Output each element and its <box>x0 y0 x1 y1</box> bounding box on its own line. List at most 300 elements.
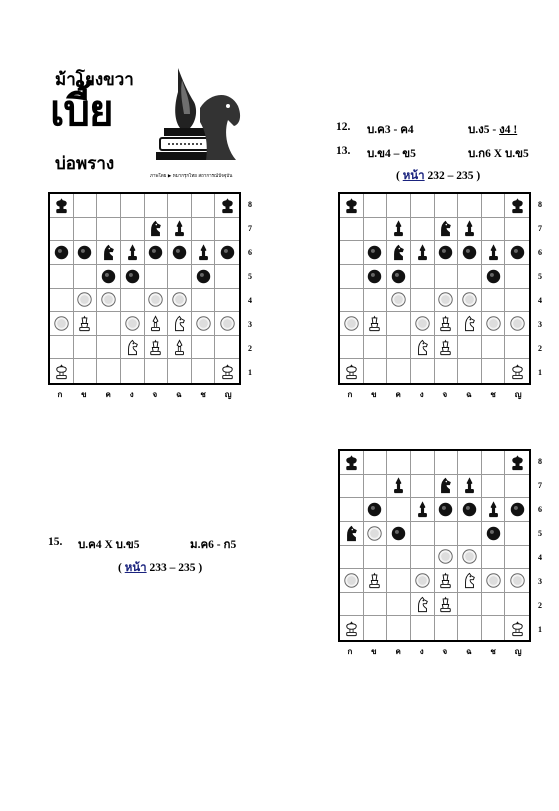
black-khun-king-icon <box>342 453 361 472</box>
board-square <box>168 359 192 383</box>
black-ma-knight-icon <box>146 219 165 238</box>
black-bia-pawn-icon <box>365 243 384 262</box>
white-bia-pawn-icon <box>413 571 432 590</box>
board-square <box>411 498 435 522</box>
board-square <box>387 475 411 499</box>
move-12-black-underlined: ง4 ! <box>499 124 518 136</box>
board-square <box>458 218 482 242</box>
board-square <box>168 312 192 336</box>
board-square <box>215 359 239 383</box>
white-bia-pawn-icon <box>99 290 118 309</box>
board-square <box>387 593 411 617</box>
board-square <box>192 336 216 360</box>
board-square <box>340 336 364 360</box>
board-square <box>435 241 459 265</box>
white-bia-pawn-icon <box>123 314 142 333</box>
board-square <box>215 218 239 242</box>
file-label: ก <box>347 647 353 656</box>
board-square <box>435 498 459 522</box>
rank-label: 4 <box>248 296 252 306</box>
board-square <box>387 451 411 475</box>
rank-label: 2 <box>248 344 252 354</box>
board-square <box>411 546 435 570</box>
board-square <box>50 336 74 360</box>
board-square <box>435 336 459 360</box>
board-square <box>340 498 364 522</box>
board-square <box>340 616 364 640</box>
black-khun-king-icon <box>508 196 527 215</box>
board-square <box>121 218 145 242</box>
board-square <box>482 569 506 593</box>
black-khun-king-icon <box>52 196 71 215</box>
board-square <box>458 522 482 546</box>
board-square <box>364 312 388 336</box>
white-ma-knight-icon <box>413 595 432 614</box>
white-khon-bishop-icon <box>436 338 455 357</box>
board-square <box>168 218 192 242</box>
rank-label: 3 <box>248 320 252 330</box>
board-square <box>340 522 364 546</box>
file-label: จ <box>152 390 158 399</box>
white-khon-bishop-icon <box>75 314 94 333</box>
board-square <box>74 336 98 360</box>
board-square <box>482 593 506 617</box>
board-square <box>458 265 482 289</box>
board-square <box>387 194 411 218</box>
rank-label: 3 <box>538 577 542 587</box>
white-bia-pawn-icon <box>389 290 408 309</box>
board-square <box>411 522 435 546</box>
white-ma-knight-icon <box>123 338 142 357</box>
board-square <box>192 194 216 218</box>
board-square <box>435 475 459 499</box>
move-13-white: บ.ข4 – ข5 <box>367 148 416 160</box>
black-bia-pawn-icon <box>146 243 165 262</box>
board-square <box>97 218 121 242</box>
board-square <box>364 241 388 265</box>
board-square <box>458 289 482 313</box>
file-label: ช <box>490 647 496 656</box>
board-square <box>411 194 435 218</box>
black-bia-pawn-icon <box>460 243 479 262</box>
white-khun-king-icon <box>508 619 527 638</box>
file-label: ฉ <box>466 647 472 656</box>
board-square <box>215 265 239 289</box>
board-square <box>482 359 506 383</box>
white-ma-knight-icon <box>413 338 432 357</box>
black-bia-pawn-icon <box>436 243 455 262</box>
black-bia-pawn-icon <box>365 267 384 286</box>
board-square <box>505 289 529 313</box>
board-square <box>50 218 74 242</box>
board-square <box>215 312 239 336</box>
file-label: ญ <box>224 390 232 399</box>
white-khon-bishop-icon <box>436 571 455 590</box>
file-label: ค <box>395 390 401 399</box>
board-square <box>97 289 121 313</box>
rank-label: 6 <box>538 504 542 514</box>
white-khun-king-icon <box>342 362 361 381</box>
black-bia-pawn-icon <box>484 267 503 286</box>
board-square <box>121 359 145 383</box>
board-square <box>458 359 482 383</box>
rank-labels-3 <box>534 449 546 642</box>
black-ma-knight-icon <box>389 243 408 262</box>
board-square <box>364 265 388 289</box>
black-met-queen-icon <box>460 476 479 495</box>
board-square <box>458 498 482 522</box>
board-square <box>505 593 529 617</box>
board-square <box>340 194 364 218</box>
board-square <box>458 593 482 617</box>
board-square <box>192 241 216 265</box>
board-square <box>482 616 506 640</box>
board-square <box>74 218 98 242</box>
board-square <box>364 546 388 570</box>
board-square <box>340 569 364 593</box>
board-square <box>458 241 482 265</box>
white-met-queen-icon <box>170 338 189 357</box>
board-square <box>411 289 435 313</box>
board-square <box>505 265 529 289</box>
rank-label: 8 <box>248 199 252 209</box>
board-square <box>215 336 239 360</box>
black-khun-king-icon <box>218 196 237 215</box>
file-label: ข <box>371 390 377 399</box>
board-square <box>505 312 529 336</box>
board-square <box>340 359 364 383</box>
white-khon-bishop-icon <box>146 338 165 357</box>
white-bia-pawn-icon <box>218 314 237 333</box>
board-square <box>97 265 121 289</box>
board-square <box>387 265 411 289</box>
white-bia-pawn-icon <box>436 290 455 309</box>
board-square <box>505 522 529 546</box>
chess-board-2 <box>338 192 531 385</box>
board-square <box>74 289 98 313</box>
board-square <box>387 312 411 336</box>
board-square <box>192 265 216 289</box>
board-square <box>74 241 98 265</box>
rank-label: 5 <box>248 271 252 281</box>
rank-label: 2 <box>538 601 542 611</box>
board-square <box>387 218 411 242</box>
black-met-queen-icon <box>123 243 142 262</box>
board-square <box>364 194 388 218</box>
board-square <box>340 546 364 570</box>
black-bia-pawn-icon <box>484 524 503 543</box>
board-square <box>435 546 459 570</box>
white-bia-pawn-icon <box>484 314 503 333</box>
board-square <box>505 616 529 640</box>
board-square <box>192 218 216 242</box>
page-word-link[interactable]: หน้า <box>124 562 147 574</box>
board-square <box>50 265 74 289</box>
board-square <box>364 451 388 475</box>
chess-board-3 <box>338 449 531 642</box>
book-logo <box>50 62 242 190</box>
board-square <box>50 359 74 383</box>
board-square <box>168 241 192 265</box>
file-label: ง <box>419 390 424 399</box>
black-bia-pawn-icon <box>389 267 408 286</box>
board-square <box>387 522 411 546</box>
rank-label: 1 <box>538 625 542 635</box>
board-square <box>387 289 411 313</box>
board-square <box>340 289 364 313</box>
white-bia-pawn-icon <box>170 290 189 309</box>
black-bia-pawn-icon <box>460 500 479 519</box>
file-label: ข <box>81 390 87 399</box>
black-ma-knight-icon <box>342 524 361 543</box>
board-square <box>411 475 435 499</box>
board-square <box>364 522 388 546</box>
board-square <box>411 593 435 617</box>
board-square <box>215 289 239 313</box>
board-square <box>435 451 459 475</box>
board-square <box>340 241 364 265</box>
board-square <box>387 241 411 265</box>
board-square <box>435 569 459 593</box>
board-square <box>387 616 411 640</box>
board-square <box>168 336 192 360</box>
file-label: ฉ <box>176 390 182 399</box>
board-square <box>482 546 506 570</box>
white-bia-pawn-icon <box>484 571 503 590</box>
board-square <box>50 241 74 265</box>
rank-label: 7 <box>538 223 542 233</box>
board-square <box>145 241 169 265</box>
rank-label: 5 <box>538 271 542 281</box>
logo-title-line3: บ่อพราง <box>55 154 115 174</box>
board-square <box>168 265 192 289</box>
board-square <box>505 241 529 265</box>
board-square <box>435 218 459 242</box>
board-square <box>145 194 169 218</box>
board-square <box>482 194 506 218</box>
board-square <box>50 289 74 313</box>
white-khon-bishop-icon <box>436 314 455 333</box>
board-square <box>340 312 364 336</box>
move-12-white: บ.ค3 - ค4 <box>367 124 414 136</box>
board-square <box>121 336 145 360</box>
board-square <box>411 336 435 360</box>
rank-label: 4 <box>538 553 542 563</box>
logo-credit: ภาพโดย ▶ หมากรุกไทย สถาการณ์ปัจจุบัน <box>150 174 233 179</box>
board-square <box>482 498 506 522</box>
board-square <box>340 265 364 289</box>
white-bia-pawn-icon <box>342 314 361 333</box>
board-square <box>364 336 388 360</box>
white-bia-pawn-icon <box>75 290 94 309</box>
board-square <box>145 359 169 383</box>
board-square <box>435 359 459 383</box>
board-square <box>364 475 388 499</box>
board-square <box>435 265 459 289</box>
black-met-queen-icon <box>194 243 213 262</box>
rank-labels-1 <box>244 192 256 385</box>
board-square <box>505 336 529 360</box>
black-met-queen-icon <box>460 219 479 238</box>
black-bia-pawn-icon <box>170 243 189 262</box>
board-square <box>97 336 121 360</box>
logo-title-line2: เบี้ย <box>50 86 113 135</box>
board-square <box>482 336 506 360</box>
black-met-queen-icon <box>413 243 432 262</box>
board-square <box>482 475 506 499</box>
rank-label: 7 <box>538 480 542 490</box>
board-square <box>411 451 435 475</box>
board-square <box>50 194 74 218</box>
black-khun-king-icon <box>508 453 527 472</box>
file-label: ข <box>371 647 377 656</box>
white-bia-pawn-icon <box>436 547 455 566</box>
board-square <box>411 312 435 336</box>
move-15-number: 15. <box>48 536 63 548</box>
white-bia-pawn-icon <box>413 314 432 333</box>
black-bia-pawn-icon <box>99 267 118 286</box>
board-square <box>411 265 435 289</box>
board-square <box>482 522 506 546</box>
file-label: ญ <box>514 647 522 656</box>
board-square <box>340 475 364 499</box>
file-label: ค <box>105 390 111 399</box>
board-square <box>435 593 459 617</box>
black-ma-knight-icon <box>436 476 455 495</box>
white-bia-pawn-icon <box>365 524 384 543</box>
board-square <box>215 241 239 265</box>
board-square <box>145 312 169 336</box>
black-bia-pawn-icon <box>436 500 455 519</box>
horse-and-crown-logo-icon <box>150 62 245 172</box>
black-met-queen-icon <box>389 476 408 495</box>
white-khon-bishop-icon <box>365 571 384 590</box>
board-square <box>97 194 121 218</box>
board-square <box>145 336 169 360</box>
board-square <box>121 241 145 265</box>
black-bia-pawn-icon <box>508 243 527 262</box>
white-khun-king-icon <box>342 619 361 638</box>
white-bia-pawn-icon <box>146 290 165 309</box>
rank-label: 1 <box>248 368 252 378</box>
file-label: จ <box>442 390 448 399</box>
rank-label: 5 <box>538 528 542 538</box>
white-ma-knight-icon <box>170 314 189 333</box>
board-square <box>364 359 388 383</box>
rank-label: 7 <box>248 223 252 233</box>
white-bia-pawn-icon <box>52 314 71 333</box>
board-square <box>458 475 482 499</box>
board-square <box>387 546 411 570</box>
board-square <box>505 498 529 522</box>
move-13-number: 13. <box>336 145 351 157</box>
board-square <box>458 336 482 360</box>
move-15-white: บ.ค4 X บ.ข5 <box>78 539 140 551</box>
board-square <box>145 218 169 242</box>
board-square <box>74 312 98 336</box>
file-label: ญ <box>514 390 522 399</box>
board-square <box>411 218 435 242</box>
board-square <box>458 616 482 640</box>
black-met-queen-icon <box>170 219 189 238</box>
board-square <box>482 289 506 313</box>
board-square <box>121 289 145 313</box>
white-bia-pawn-icon <box>508 571 527 590</box>
file-labels-2 <box>338 388 531 400</box>
board-square <box>411 359 435 383</box>
board-square <box>215 194 239 218</box>
board-square <box>192 289 216 313</box>
file-label: ฉ <box>466 390 472 399</box>
board-square <box>505 218 529 242</box>
board-square <box>435 194 459 218</box>
black-bia-pawn-icon <box>75 243 94 262</box>
board-square <box>458 194 482 218</box>
board-square <box>74 265 98 289</box>
white-khun-king-icon <box>52 362 71 381</box>
board-square <box>168 194 192 218</box>
rank-label: 1 <box>538 368 542 378</box>
black-bia-pawn-icon <box>123 267 142 286</box>
black-ma-knight-icon <box>436 219 455 238</box>
black-bia-pawn-icon <box>218 243 237 262</box>
white-bia-pawn-icon <box>460 547 479 566</box>
board-square <box>74 194 98 218</box>
board-square <box>145 289 169 313</box>
move-15-page-ref: ( หน้า 233 – 235 ) <box>118 562 203 574</box>
board-square <box>192 359 216 383</box>
rank-label: 3 <box>538 320 542 330</box>
rank-label: 6 <box>538 247 542 257</box>
board-square <box>50 312 74 336</box>
white-khon-bishop-icon <box>365 314 384 333</box>
white-ma-knight-icon <box>460 571 479 590</box>
white-bia-pawn-icon <box>460 290 479 309</box>
file-labels-1 <box>48 388 241 400</box>
board-square <box>74 359 98 383</box>
move-13-page-ref: ( หน้า 232 – 235 ) <box>396 170 481 182</box>
board-square <box>364 289 388 313</box>
move-15-black: ม.ค6 - ก5 <box>190 539 237 551</box>
white-ma-knight-icon <box>460 314 479 333</box>
page-word-link[interactable]: หน้า <box>402 170 425 182</box>
file-label: ช <box>490 390 496 399</box>
black-bia-pawn-icon <box>389 524 408 543</box>
file-label: ก <box>57 390 63 399</box>
file-labels-3 <box>338 645 531 657</box>
white-khun-king-icon <box>218 362 237 381</box>
board-square <box>411 569 435 593</box>
rank-label: 4 <box>538 296 542 306</box>
black-ma-knight-icon <box>99 243 118 262</box>
board-square <box>121 265 145 289</box>
file-label: ช <box>200 390 206 399</box>
board-square <box>482 218 506 242</box>
board-square <box>145 265 169 289</box>
rank-label: 8 <box>538 199 542 209</box>
black-khun-king-icon <box>342 196 361 215</box>
board-square <box>505 359 529 383</box>
board-square <box>121 194 145 218</box>
board-square <box>97 241 121 265</box>
file-label: จ <box>442 647 448 656</box>
white-khun-king-icon <box>508 362 527 381</box>
board-square <box>435 616 459 640</box>
board-square <box>482 312 506 336</box>
chess-board-1 <box>48 192 241 385</box>
board-square <box>364 498 388 522</box>
board-square <box>121 312 145 336</box>
